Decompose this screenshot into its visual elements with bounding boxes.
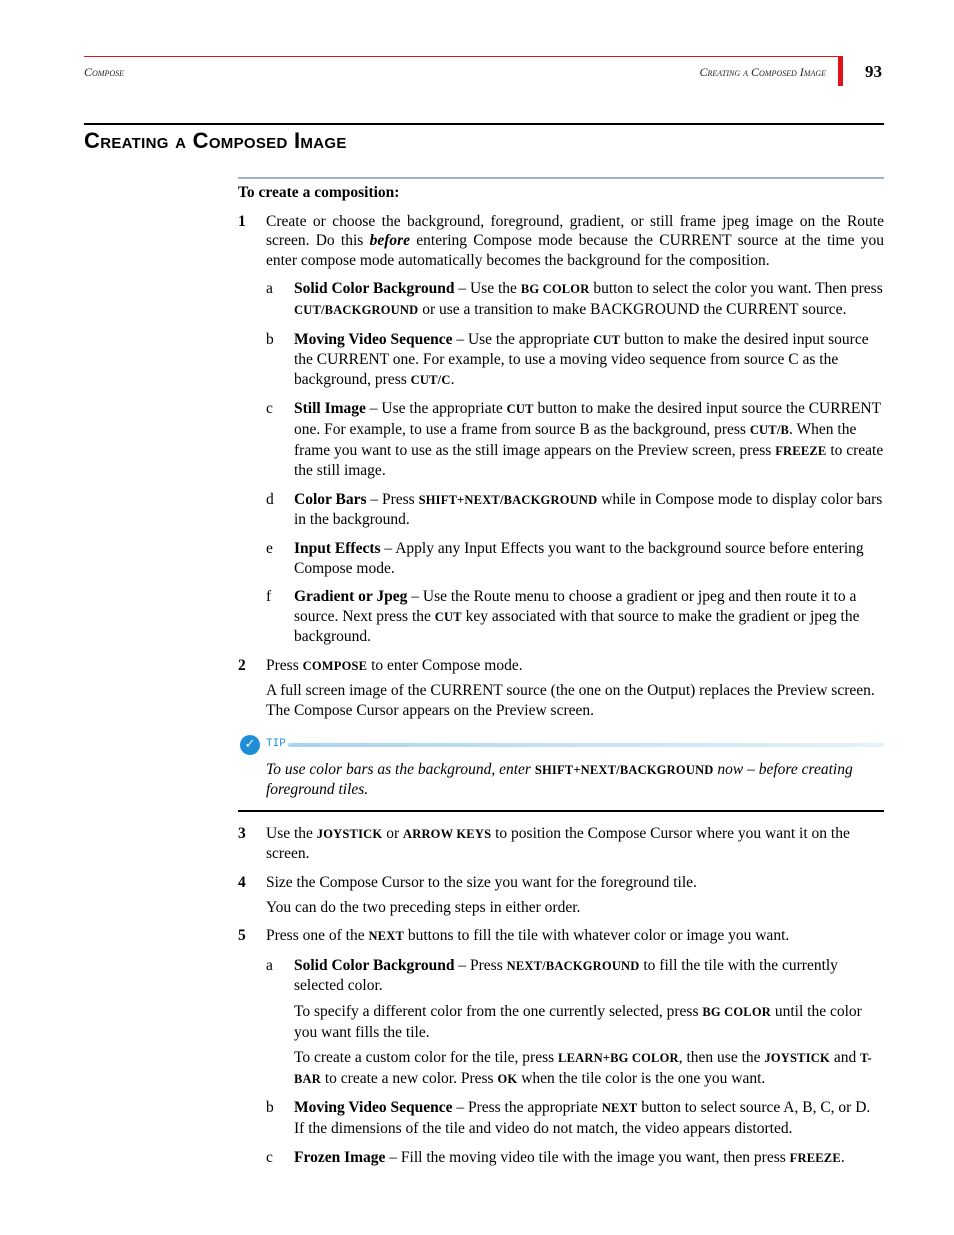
substep-text: key associated with that source to make the gradient or jpeg the background. (294, 607, 860, 646)
substep-heading: Solid Color Background (294, 956, 455, 974)
substep-1a (238, 279, 884, 320)
step-text: to position the Compose Cursor where you want it on the screen. (266, 824, 850, 863)
step-5 (238, 926, 884, 947)
title-rule (84, 123, 884, 125)
substep-text: – Fill the moving video tile with the image you want, then press (385, 1148, 790, 1166)
key-name: CUT/BACKGROUND (294, 302, 419, 317)
substep-text: until the color you want fills the tile. (294, 1003, 862, 1041)
substep-text: – Press (454, 956, 507, 974)
key-name: LEARN+BG COLOR (558, 1051, 679, 1066)
step-number: 1 (238, 212, 246, 230)
substep-letter: c (266, 400, 273, 418)
key-name: NEXT (601, 1101, 638, 1116)
substep-heading: Input Effects (294, 539, 381, 557)
substep-1c (238, 399, 884, 480)
step-text: to enter Compose mode. (367, 656, 523, 674)
step-2-detail: A full screen image of the CURRENT source (the one on the Output) replaces the Preview screen. The Compose Cursor appears on the Preview screen. (266, 682, 875, 720)
step-number: 3 (238, 824, 246, 842)
substep-heading: Still Image (294, 400, 366, 418)
substep-text: – Press the appropriate (452, 1099, 602, 1117)
key-name: CUT (593, 332, 621, 347)
step-text: Press (266, 656, 303, 674)
substep-1e (238, 539, 884, 578)
substep-heading: Frozen Image (294, 1148, 386, 1166)
step-text: entering Compose mode because the CURRENT source at the time you enter compose mode automatically becomes the background for the composition. (266, 232, 884, 269)
substep-letter: c (266, 1148, 273, 1166)
substep-text: – Use the (454, 280, 521, 298)
key-name: FREEZE (789, 1150, 841, 1165)
substep-text: . When the frame you want to use as the still image appears on the Preview screen, press (294, 420, 857, 459)
header-rule (84, 56, 840, 57)
step-text: buttons to fill the tile with whatever color or image you want. (403, 927, 790, 945)
substep-letter: a (266, 956, 273, 974)
substep-heading: Solid Color Background (294, 280, 455, 298)
substep-heading: Color Bars (294, 490, 367, 508)
substep-text: – Use the Route menu to choose a gradient or jpeg and then route it to a source. Next press the (294, 588, 857, 625)
key-name: NEXT/BACKGROUND (506, 958, 640, 973)
substep-text: button to select source A, B, C, or D. If the dimensions of the tile and video do not match, the video appears distorted. (294, 1099, 871, 1137)
step-1 (238, 212, 884, 271)
emphasis: before (369, 232, 411, 250)
substep-text: – Use the appropriate (452, 330, 594, 348)
key-name: CUT (506, 402, 534, 417)
step-2 (238, 656, 884, 677)
key-name: COMPOSE (302, 658, 368, 673)
key-name: CUT/C (410, 372, 451, 387)
substep-letter: f (266, 588, 272, 606)
substep-heading: Moving Video Sequence (294, 1099, 453, 1117)
substep-text: while in Compose mode to display color bars in the background. (294, 490, 883, 529)
step-text: Press one of the (266, 927, 369, 945)
substep-1f (238, 587, 884, 647)
substep-5a-detail-2 (238, 1048, 884, 1089)
substep-letter: e (266, 539, 273, 557)
substep-text: . (450, 370, 455, 388)
substep-letter: b (266, 1099, 274, 1117)
key-name: SHIFT+NEXT/BACKGROUND (418, 492, 598, 507)
step-number: 5 (238, 927, 246, 945)
substep-letter: b (266, 330, 274, 348)
key-name: SHIFT+NEXT/BACKGROUND (534, 762, 714, 777)
checkmark-icon: ✓ (240, 735, 260, 755)
tip-box (238, 735, 884, 812)
substep-5b (238, 1098, 884, 1138)
key-name: OK (497, 1071, 518, 1086)
key-name: T-BAR (294, 1051, 872, 1086)
substep-text: . (840, 1148, 845, 1166)
header-section: Creating a Composed Image (699, 65, 826, 79)
substep-text: – Use the appropriate (365, 400, 507, 418)
substep-letter: d (266, 490, 274, 508)
header-accent-bar (838, 56, 843, 86)
substep-text: To specify a different color from the one currently selected, press (294, 1003, 703, 1020)
step-4 (238, 873, 884, 893)
step-4-detail: You can do the two preceding steps in either order. (266, 898, 581, 916)
page-header (84, 56, 884, 88)
substep-heading: Gradient or Jpeg (294, 588, 408, 606)
tip-text-part: To use color bars as the background, enter (266, 760, 535, 778)
substep-text: when the tile color is the one you want. (517, 1069, 766, 1087)
substep-text: – Apply any Input Effects you want to the background source before entering Compose mode. (294, 539, 864, 577)
substep-5c (238, 1148, 884, 1169)
substep-text: To create a custom color for the tile, press (294, 1049, 559, 1067)
tip-bottom-rule (238, 810, 884, 812)
page-title: Creating a Composed Image (84, 128, 347, 153)
key-name: CUT/B (749, 422, 790, 437)
tip-text (266, 760, 884, 800)
key-name: NEXT (368, 929, 404, 944)
procedure-rule (238, 177, 884, 179)
tip-label: TIP (266, 737, 286, 750)
page-number: 93 (865, 62, 882, 81)
substep-1d (238, 490, 884, 530)
substep-text: to create the still image. (294, 441, 884, 480)
step-text: Use the (266, 824, 317, 842)
step-3 (238, 824, 884, 864)
step-text: Size the Compose Cursor to the size you want for the foreground tile. (266, 874, 697, 892)
tip-header (266, 735, 884, 755)
substep-letter: a (266, 280, 273, 298)
tip-text-part: now – before creating foreground tiles. (266, 760, 853, 799)
substep-heading: Moving Video Sequence (294, 330, 453, 348)
key-name: CUT (434, 609, 462, 624)
key-name: BG COLOR (702, 1005, 771, 1019)
substep-text: button to make the desired input source the CURRENT one. For example, to use a frame from source B as the background, press (294, 400, 881, 438)
step-text: or (382, 824, 403, 842)
substep-text: button to select the color you want. Then press (589, 280, 883, 298)
step-number: 2 (238, 656, 246, 674)
substep-5a (238, 956, 884, 996)
header-chapter: Compose (84, 65, 124, 79)
substep-text: to fill the tile with the currently selected color. (294, 956, 838, 995)
procedure-title: To create a composition: (238, 184, 400, 201)
tip-divider (288, 743, 884, 747)
step-text: Create or choose the background, foreground, gradient, or still frame jpeg image on the Route screen. Do this (266, 212, 884, 250)
key-name: FREEZE (775, 443, 827, 458)
key-name: ARROW KEYS (402, 826, 492, 841)
page-content (238, 181, 884, 1168)
key-name: JOYSTICK (316, 826, 383, 841)
substep-text: or use a transition to make BACKGROUND the CURRENT source. (418, 300, 847, 318)
substep-text: to create a new color. Press (321, 1069, 498, 1087)
substep-text: button to make the desired input source the CURRENT one. For example, to use a moving video sequence from source C as the background, press (294, 330, 869, 388)
substep-1b (238, 330, 884, 391)
key-name: JOYSTICK (764, 1051, 830, 1066)
substep-5a-detail-1 (238, 1002, 884, 1042)
substep-text: , then use the (678, 1049, 765, 1067)
substep-text: and (829, 1049, 861, 1067)
step-number: 4 (238, 874, 246, 892)
key-name: BG COLOR (520, 282, 590, 297)
substep-text: – Press (366, 490, 419, 508)
